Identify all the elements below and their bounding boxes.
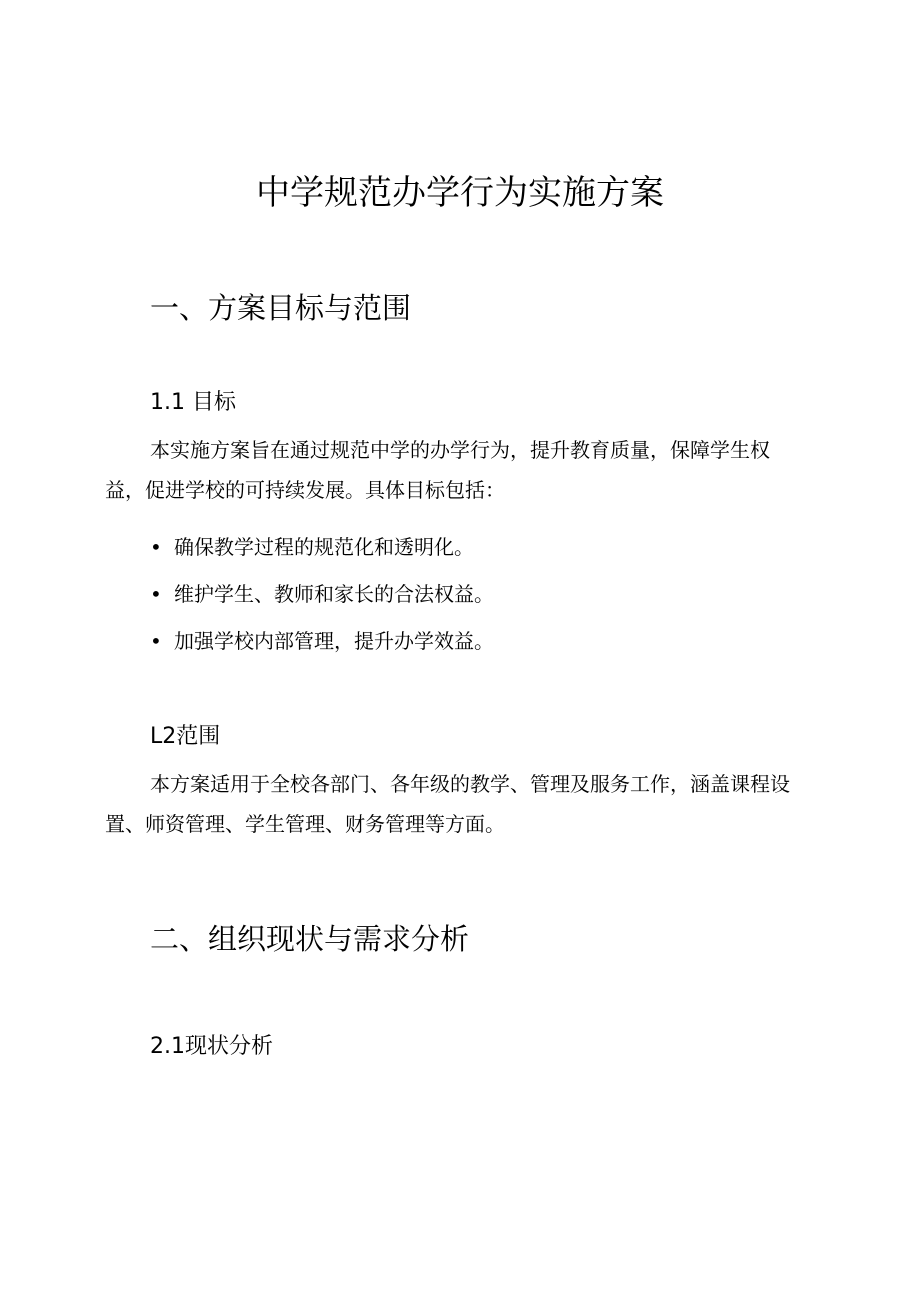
bullet-icon: • xyxy=(150,629,162,653)
section-1-2-paragraph: 本方案适用于全校各部门、各年级的教学、管理及服务工作，涵盖课程设置、师资管理、学生管理、财务管理等方面。 xyxy=(105,772,790,836)
goals-bullet-list xyxy=(150,533,494,674)
section-1-1-paragraph: 本实施方案旨在通过规范中学的办学行为，提升教育质量，保障学生权益，促进学校的可持续发展。具体目标包括： xyxy=(105,438,770,502)
section-1-1-heading: 1.1 目标 xyxy=(150,390,236,415)
list-item xyxy=(150,580,494,627)
section-2-heading: 二、组织现状与需求分析 xyxy=(150,922,470,956)
list-item-text: 加强学校内部管理，提升办学效益。 xyxy=(174,629,494,653)
list-item-text: 维护学生、教师和家长的合法权益。 xyxy=(174,582,494,606)
section-1-heading: 一、方案目标与范围 xyxy=(150,291,412,325)
list-item xyxy=(150,627,494,674)
section-1-2-heading: L2范围 xyxy=(150,724,221,749)
bullet-icon: • xyxy=(150,582,162,606)
section-2-1-heading: 2.1现状分析 xyxy=(150,1034,273,1059)
list-item-text: 确保教学过程的规范化和透明化。 xyxy=(174,535,474,559)
document-title: 中学规范办学行为实施方案 xyxy=(256,173,664,213)
list-item xyxy=(150,533,494,580)
bullet-icon: • xyxy=(150,535,162,559)
